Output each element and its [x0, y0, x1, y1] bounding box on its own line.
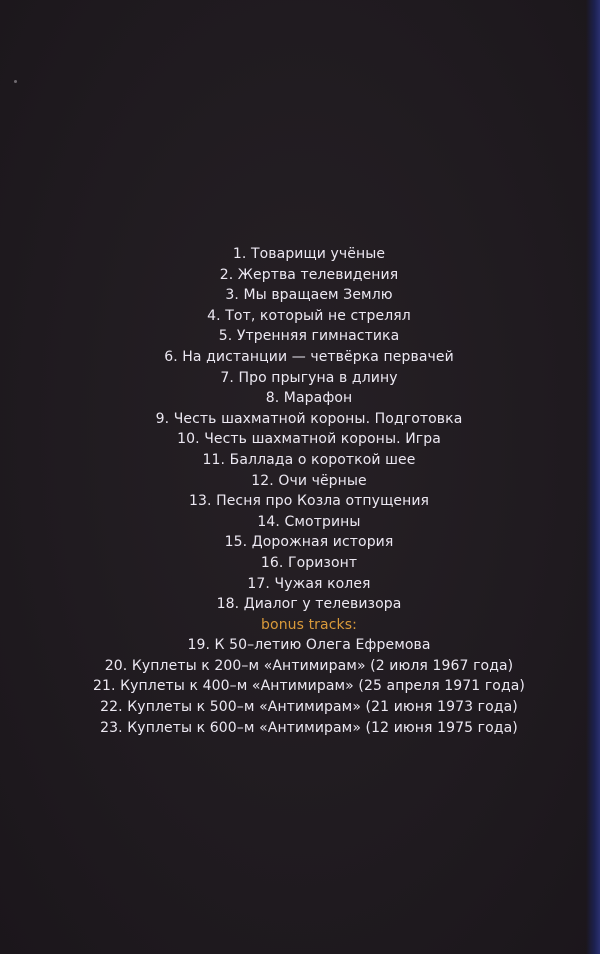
track-item: 11. Баллада о короткой шее	[202, 451, 416, 468]
bonus-track-item: 19. К 50–летию Олега Ефремова	[187, 637, 431, 654]
bonus-tracks-heading: bonus tracks:	[261, 616, 357, 633]
track-item: 7. Про прыгуна в длину	[220, 369, 398, 386]
track-item: 8. Марафон	[265, 390, 353, 407]
track-item: 12. Очи чёрные	[251, 472, 367, 489]
track-item: 6. На дистанции — четвёрка первачей	[164, 348, 454, 365]
bonus-track-item: 20. Куплеты к 200–м «Антимирам» (2 июля 1967 года)	[104, 657, 514, 674]
track-item: 16. Горизонт	[260, 554, 358, 571]
bonus-track-item: 21. Куплеты к 400–м «Антимирам» (25 апреля 1971 года)	[92, 678, 525, 695]
track-item: 9. Честь шахматной короны. Подготовка	[155, 410, 463, 427]
track-item: 2. Жертва телевидения	[219, 266, 399, 283]
bonus-track-item: 23. Куплеты к 600–м «Антимирам» (12 июня 1975 года)	[100, 719, 518, 736]
track-item: 1. Товарищи учёные	[232, 246, 386, 262]
track-item: 3. Мы вращаем Землю	[225, 287, 393, 304]
track-list	[0, 244, 600, 738]
track-item: 13. Песня про Козла отпущения	[188, 493, 430, 510]
track-item: 18. Диалог у телевизора	[216, 596, 402, 613]
track-item: 14. Смотрины	[257, 513, 361, 530]
track-item: 5. Утренняя гимнастика	[218, 328, 400, 345]
bonus-track-item: 22. Куплеты к 500–м «Антимирам» (21 июня 1973 года)	[100, 699, 518, 716]
track-item: 17. Чужая колея	[247, 575, 371, 592]
track-item: 15. Дорожная история	[224, 534, 394, 551]
dust-speck	[14, 80, 17, 83]
track-item: 4. Тот, который не стрелял	[207, 307, 411, 324]
track-item: 10. Честь шахматной короны. Игра	[177, 431, 441, 448]
